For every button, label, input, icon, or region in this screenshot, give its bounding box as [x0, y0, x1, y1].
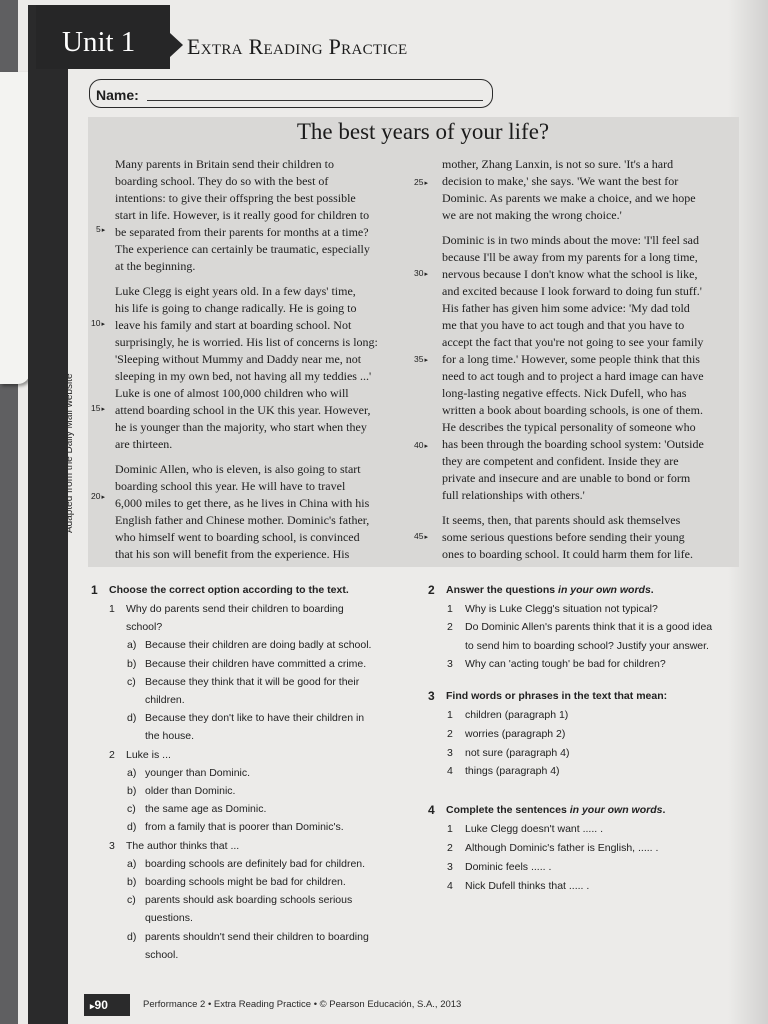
item-text: Why can 'acting tough' be bad for children?	[465, 657, 666, 670]
item-label: b)	[127, 657, 137, 670]
section-title: Extra Reading Practice	[187, 34, 408, 59]
line-number: 45 ▸	[414, 531, 428, 541]
item-label: a)	[127, 766, 137, 779]
text-line: attend boarding school in the UK this year. However,	[115, 403, 371, 417]
reading-paragraph	[115, 283, 415, 453]
item-label: 4	[447, 765, 453, 778]
item-text: worries (paragraph 2)	[465, 727, 566, 740]
footer-credit: Performance 2 • Extra Reading Practice • © Pearson Educación, S.A., 2013	[143, 999, 462, 1010]
item-text: children.	[145, 694, 185, 706]
item-text: Luke Clegg doesn't want ..... .	[465, 823, 604, 835]
item-label: 2	[447, 842, 453, 854]
line-number: 35 ▸	[414, 354, 428, 364]
item-label: 1	[447, 709, 453, 721]
item-text: Because they think that it will be good for their	[145, 675, 360, 688]
name-write-line[interactable]	[147, 100, 483, 101]
item-text: Why do parents send their children to boarding	[126, 603, 344, 615]
reading-column-left	[115, 156, 415, 563]
exercise-instruction: Answer the questions in your own words.	[446, 584, 654, 596]
item-text: parents should ask boarding schools serious	[145, 894, 353, 907]
item-text: school.	[145, 948, 179, 961]
text-line: me that you have to act tough and that you have to	[442, 318, 685, 332]
item-text: Because they don't like to have their children in	[145, 712, 365, 725]
item-text: Because their children have committed a crime.	[145, 657, 367, 670]
text-line: start in life. However, is it really good for children to	[115, 208, 370, 222]
item-text: questions.	[145, 912, 193, 925]
item-text: parents shouldn't send their children to boarding	[145, 930, 369, 943]
item-text: things (paragraph 4)	[465, 765, 560, 778]
item-text: the same age as Dominic.	[145, 803, 267, 816]
name-label: Name:	[96, 87, 139, 103]
page-number: ▸90	[90, 998, 108, 1012]
name-field[interactable]	[89, 79, 493, 108]
item-text: the house.	[145, 730, 195, 743]
item-text: boarding schools might be bad for children.	[145, 876, 346, 888]
item-text: younger than Dominic.	[145, 766, 251, 779]
item-label: 3	[447, 861, 453, 873]
item-label: d)	[127, 930, 137, 943]
item-label: 2	[447, 621, 453, 634]
text-line: he is younger than the majority, who start when they	[115, 420, 367, 434]
text-line: nervous because I don't know what the school is like,	[442, 267, 698, 281]
text-line: ones to boarding school. It could harm them for life.	[442, 547, 693, 561]
text-line: for a long time.' However, some people think that this	[442, 352, 700, 366]
item-text: Why is Luke Clegg's situation not typical?	[465, 603, 658, 615]
item-text: to send him to boarding school? Justify your answer.	[465, 639, 709, 652]
reading-paragraph	[442, 232, 742, 504]
item-label: b)	[127, 785, 137, 797]
item-label: 1	[447, 603, 453, 615]
text-line: surprisingly, he is worried. His list of concerns is long:	[115, 335, 378, 349]
text-line: are thirteen.	[115, 437, 173, 451]
exercise-number: 2	[428, 583, 435, 597]
item-label: a)	[127, 639, 137, 652]
item-text: school?	[126, 621, 163, 634]
item-label: b)	[127, 876, 137, 888]
text-line: 6,000 miles to get there, as he lives in China with his	[115, 496, 370, 510]
exercise-instruction: Find words or phrases in the text that mean:	[446, 690, 668, 702]
text-line: has been through the boarding school system: 'Outside	[442, 437, 704, 451]
text-line: because I'll be away from my parents for a long time,	[442, 250, 698, 264]
text-line: He describes the typical personality of someone who	[442, 420, 696, 434]
reading-column-right	[442, 156, 742, 563]
line-number: 25 ▸	[414, 177, 428, 187]
text-line: Dominic is in two minds about the move: 'I'll feel sad	[442, 233, 699, 247]
item-label: c)	[127, 675, 136, 688]
line-number: 5 ▸	[96, 224, 105, 234]
item-label: 1	[109, 603, 115, 615]
header-arrow-icon	[170, 33, 183, 57]
line-number: 30 ▸	[414, 268, 428, 278]
item-text: not sure (paragraph 4)	[465, 746, 570, 759]
exercise-instruction: Complete the sentences in your own words.	[446, 804, 666, 816]
text-line: need to act tough and to project a hard image can have	[442, 369, 704, 383]
item-label: 3	[109, 839, 115, 852]
exercise-number: 4	[428, 803, 435, 817]
text-line: The experience can certainly be traumatic, especially	[115, 242, 370, 256]
text-line: long-lasting negative effects. Nick Dufell, who has	[442, 386, 687, 400]
text-line: we are not making the wrong choice.'	[442, 208, 622, 222]
reading-paragraph	[442, 512, 742, 563]
line-number: 15 ▸	[91, 403, 105, 413]
exercise-number: 3	[428, 689, 435, 703]
item-label: c)	[127, 803, 136, 816]
item-label: c)	[127, 894, 136, 907]
item-text: Do Dominic Allen's parents think that it is a good idea	[465, 621, 713, 634]
item-label: 3	[447, 746, 453, 759]
text-line: be separated from their parents for months at a time?	[115, 225, 369, 239]
item-text: older than Dominic.	[145, 785, 236, 797]
reading-paragraph	[115, 461, 415, 563]
item-text: Although Dominic's father is English, ..... .	[465, 842, 659, 854]
item-text: Dominic feels ..... .	[465, 861, 552, 873]
text-line: mother, Zhang Lanxin, is not so sure. 'It's a hard	[442, 157, 674, 171]
text-line: private and insecure and are unable to bond or form	[442, 471, 691, 485]
item-label: 4	[447, 880, 453, 892]
item-label: a)	[127, 857, 137, 870]
text-line: decision to make,' she says. 'We want the best for	[442, 174, 679, 188]
line-number: 20 ▸	[91, 491, 105, 501]
item-text: boarding schools are definitely bad for children.	[145, 857, 366, 870]
text-line: leave his family and start at boarding school. Not	[115, 318, 352, 332]
source-credit: Adapted from the Daily Mail website	[64, 373, 75, 533]
text-line: accept the fact that you're not going to see your family	[442, 335, 704, 349]
exercise-instruction: Choose the correct option according to the text.	[109, 584, 349, 596]
line-number: 40 ▸	[414, 440, 428, 450]
item-text: Nick Dufell thinks that ..... .	[465, 880, 590, 892]
item-label: 2	[447, 727, 453, 740]
item-label: 2	[109, 748, 115, 761]
text-line: intentions: to give their offspring the best possible	[115, 191, 356, 205]
item-label: 3	[447, 657, 453, 670]
exercise-number: 1	[91, 583, 98, 597]
text-line: who himself went to boarding school, is convinced	[115, 530, 360, 544]
text-line: full relationships with others.'	[442, 488, 585, 502]
item-text: children (paragraph 1)	[465, 709, 569, 721]
item-text: Luke is ...	[126, 748, 171, 761]
text-line: his life is going to change radically. He is going to	[115, 301, 357, 315]
text-line: Luke Clegg is eight years old. In a few days' time,	[115, 284, 356, 298]
line-number: 10 ▸	[91, 318, 105, 328]
reading-title: The best years of your life?	[296, 119, 550, 144]
text-line: English father and Chinese mother. Dominic's father,	[115, 513, 370, 527]
text-line: Many parents in Britain send their children to	[115, 157, 334, 171]
item-label: d)	[127, 821, 137, 834]
text-line: they are competent and confident. Inside they are	[442, 454, 679, 468]
text-line: sleeping in my own bed, not having all my teddies ...'	[115, 369, 372, 383]
reading-paragraph	[442, 156, 742, 224]
text-line: boarding school this year. He will have to travel	[115, 479, 346, 493]
item-text: Because their children are doing badly at school.	[145, 639, 372, 652]
text-line: 'Sleeping without Mummy and Daddy near me, not	[115, 352, 362, 366]
text-line: at the beginning.	[115, 259, 196, 273]
page-tab	[0, 72, 30, 384]
page-arrow-icon: ▸	[90, 1001, 95, 1011]
text-line: It seems, then, that parents should ask themselves	[442, 513, 681, 527]
item-label: 1	[447, 823, 453, 835]
item-text: The author thinks that ...	[126, 839, 240, 852]
unit-title: Unit 1	[62, 26, 136, 58]
item-text: from a family that is poorer than Dominic's.	[145, 821, 344, 834]
text-line: Dominic. As parents we make a choice, and we hope	[442, 191, 696, 205]
item-label: d)	[127, 712, 137, 725]
reading-paragraph	[115, 156, 415, 275]
unit-side-bar	[28, 5, 68, 1024]
text-line: some serious questions before sending their young	[442, 530, 685, 544]
text-line: that his son will benefit from the experience. His	[115, 547, 350, 561]
text-line: Dominic Allen, who is eleven, is also going to start	[115, 462, 361, 476]
text-line: Luke is one of almost 100,000 children who will	[115, 386, 349, 400]
text-line: His father has given him some advice: 'My dad told	[442, 301, 690, 315]
text-line: written a book about boarding schools, is one of them.	[442, 403, 703, 417]
text-line: boarding school. They do so with the best of	[115, 174, 329, 188]
text-line: and excited because I look forward to doing fun stuff.'	[442, 284, 702, 298]
